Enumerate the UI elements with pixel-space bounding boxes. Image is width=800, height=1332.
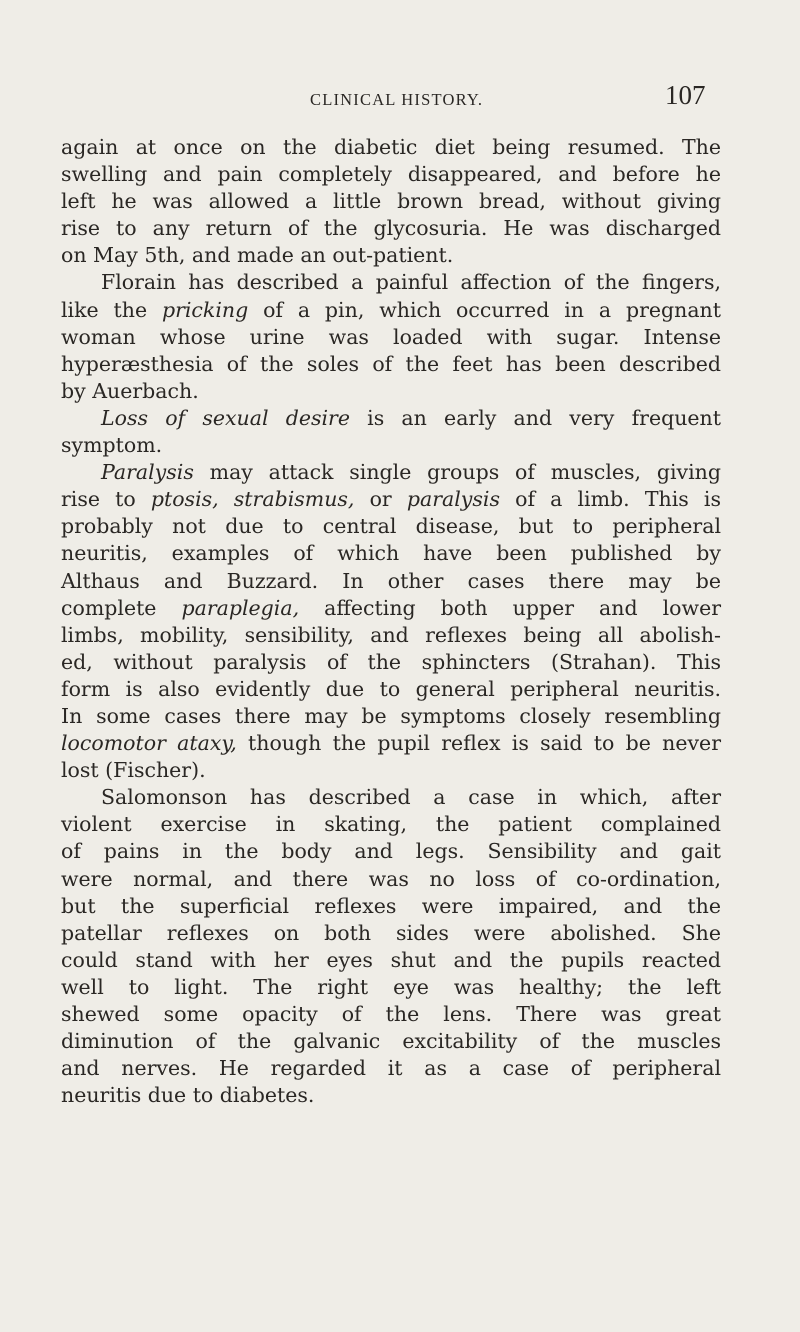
- text-line: [61, 188, 721, 215]
- text-run: were normal, and there was no loss of co-ordination,: [61, 866, 721, 891]
- page-number: 107: [665, 80, 706, 110]
- text-run: of pains in the body and legs. Sensibility and gait: [61, 839, 721, 864]
- text-run: by Auerbach.: [61, 378, 199, 403]
- text-run: Florain has described a painful affection of the fingers,: [101, 270, 721, 295]
- text-line: [61, 378, 721, 405]
- text-run: of a limb. This is: [499, 487, 721, 512]
- text-run: rise to: [61, 487, 151, 512]
- text-line: [61, 161, 721, 188]
- text-line: [61, 540, 721, 567]
- text-run: ed, without paralysis of the sphincters (Strahan). This: [61, 649, 721, 674]
- text-line: [61, 568, 721, 595]
- text-run: affecting both upper and lower: [299, 595, 721, 620]
- text-line: [61, 324, 721, 351]
- text-run: limbs, mobility, sensibility, and reflexes being all abolish-: [61, 622, 721, 647]
- text-run: but the superficial reflexes were impaired, and the: [61, 893, 721, 918]
- text-run: neuritis due to diabetes.: [61, 1083, 315, 1108]
- text-line: [61, 1028, 721, 1055]
- text-run: diminution of the galvanic excitability of the muscles: [61, 1029, 721, 1054]
- text-run: patellar reflexes on both sides were abolished. She: [61, 920, 721, 945]
- text-run: though the pupil reflex is said to be never: [236, 731, 721, 756]
- text-line: [61, 703, 721, 730]
- text-line: [61, 134, 721, 161]
- text-line: [61, 486, 721, 513]
- text-line: [61, 297, 721, 324]
- text-line: [61, 242, 721, 269]
- text-run: neuritis, examples of which have been published by: [61, 541, 721, 566]
- text-run: like the: [61, 297, 162, 322]
- text-run: woman whose urine was loaded with sugar. Intense: [61, 324, 721, 349]
- text-run: violent exercise in skating, the patient complained: [61, 812, 721, 837]
- text-line: [61, 622, 721, 649]
- text-line: [61, 649, 721, 676]
- text-run: again at once on the diabetic diet being resumed. The: [61, 135, 721, 159]
- text-line: [61, 893, 721, 920]
- text-line: [61, 676, 721, 703]
- text-line: [61, 215, 721, 242]
- text-line: [61, 784, 721, 811]
- text-line: [61, 1055, 721, 1082]
- text-line: [61, 405, 721, 432]
- text-run: symptom.: [61, 433, 163, 458]
- text-run: swelling and pain completely disappeared, and before he: [61, 162, 721, 187]
- text-line: [61, 513, 721, 540]
- text-run: may attack single groups of muscles, giving: [193, 460, 721, 485]
- italic-phrase: locomotor ataxy,: [61, 731, 237, 756]
- text-line: [61, 811, 721, 838]
- text-run: and nerves. He regarded it as a case of peripheral: [61, 1056, 721, 1081]
- text-line: [61, 269, 721, 296]
- text-run: on May 5th, and made an out-patient.: [61, 243, 454, 268]
- text-run: form is also evidently due to general peripheral neuritis.: [61, 676, 721, 701]
- text-line: [61, 974, 721, 1001]
- text-run: shewed some opacity of the lens. There was great: [61, 1002, 721, 1026]
- text-run: lost (Fischer).: [61, 758, 206, 783]
- text-run: or: [354, 487, 407, 512]
- italic-phrase: pricking: [161, 297, 249, 322]
- text-line: [61, 1001, 721, 1028]
- italic-phrase: Paralysis: [101, 460, 194, 485]
- text-line: [61, 595, 721, 622]
- text-run: could stand with her eyes shut and the pupils reacted: [61, 947, 721, 972]
- text-run: is an early and very frequent: [349, 405, 721, 430]
- italic-phrase: paraplegia,: [181, 595, 300, 620]
- running-head: CLINICAL HISTORY.: [310, 90, 484, 109]
- text-run: of a pin, which occurred in a pregnant: [248, 297, 721, 322]
- italic-phrase: Loss of sexual desire: [101, 405, 350, 430]
- text-line: [61, 947, 721, 974]
- text-run: complete: [61, 595, 182, 620]
- italic-phrase: paralysis: [406, 487, 500, 512]
- text-run: rise to any return of the glycosuria. He was discharged: [61, 216, 721, 241]
- text-line: [61, 432, 721, 459]
- text-run: hyperæsthesia of the soles of the feet has been described: [61, 351, 721, 376]
- text-line: [61, 838, 721, 865]
- text-run: probably not due to central disease, but to peripheral: [61, 514, 721, 539]
- text-run: Althaus and Buzzard. In other cases there may be: [61, 568, 721, 593]
- text-run: In some cases there may be symptoms closely resembling: [61, 703, 721, 728]
- text-line: [61, 866, 721, 893]
- italic-phrase: ptosis, strabismus,: [150, 487, 355, 512]
- text-line: [61, 1082, 721, 1109]
- text-line: [61, 920, 721, 947]
- text-run: Salomonson has described a case in which, after: [101, 785, 721, 810]
- text-line: [61, 757, 721, 784]
- body-text: [61, 134, 721, 1109]
- text-run: left he was allowed a little brown bread, without giving: [61, 189, 721, 214]
- text-line: [61, 459, 721, 486]
- text-line: [61, 351, 721, 378]
- text-line: [61, 730, 721, 757]
- text-run: well to light. The right eye was healthy; the left: [61, 974, 721, 999]
